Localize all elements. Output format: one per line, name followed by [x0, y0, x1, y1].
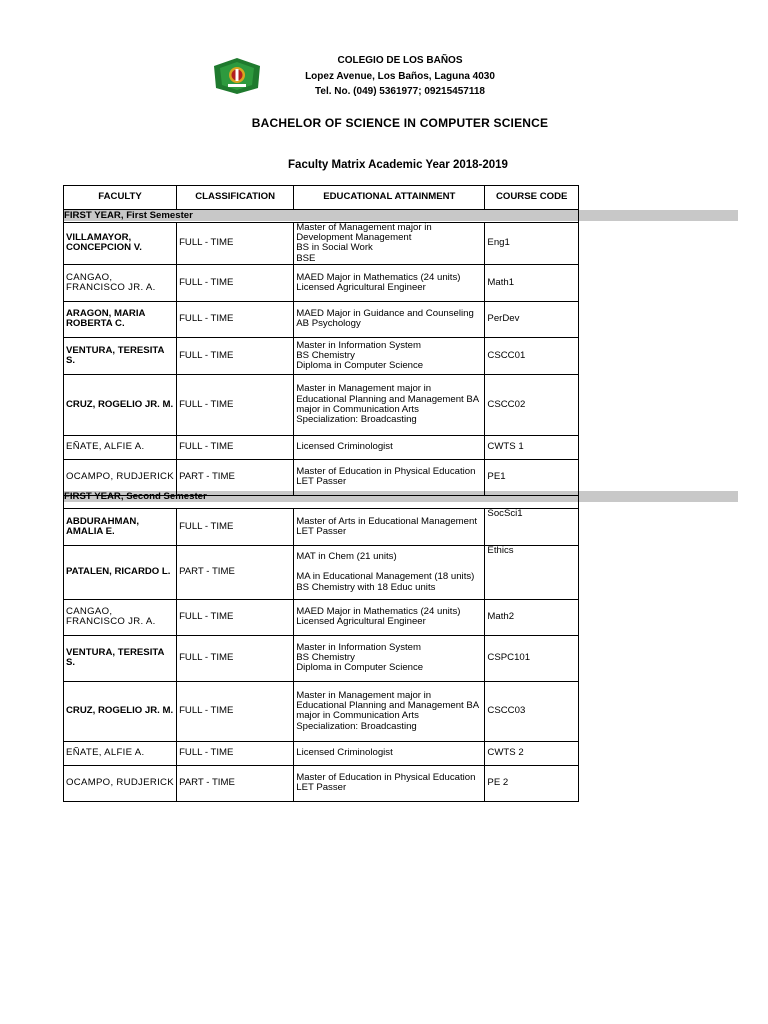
faculty-cell: EÑATE, ALFIE A.	[64, 741, 177, 765]
course-code-cell: Math1	[485, 264, 579, 301]
matrix-title: Faculty Matrix Academic Year 2018-2019	[288, 159, 508, 171]
table-row	[64, 741, 579, 765]
table-row	[64, 681, 579, 741]
classification-cell: FULL - TIME	[177, 337, 294, 374]
faculty-cell: VENTURA, TERESITA S.	[64, 635, 177, 681]
education-cell: MAT in Chem (21 units) MA in Educational Management (18 units) BS Chemistry with 18 Educ units	[294, 545, 485, 599]
semester-label: FIRST YEAR, Second Semester	[63, 491, 738, 502]
education-cell: Licensed Criminologist	[294, 741, 485, 765]
table-row	[64, 508, 579, 545]
faculty-cell: EÑATE, ALFIE A.	[64, 435, 177, 459]
classification-cell: PART - TIME	[177, 459, 294, 495]
education-cell: Master in Information System BS Chemistry Diploma in Computer Science	[294, 635, 485, 681]
column-header: CLASSIFICATION	[177, 186, 294, 210]
column-header: FACULTY	[64, 186, 177, 210]
faculty-cell: ARAGON, MARIA ROBERTA C.	[64, 301, 177, 337]
course-code-cell: PE1	[485, 459, 579, 495]
classification-cell: FULL - TIME	[177, 223, 294, 265]
faculty-matrix-table	[63, 185, 579, 802]
education-cell: Master in Management major in Educational Planning and Management BA major in Communication Arts Specialization: Broadcasting	[294, 374, 485, 435]
table-row	[64, 635, 579, 681]
course-code-cell: CSCC01	[485, 337, 579, 374]
classification-cell: FULL - TIME	[177, 264, 294, 301]
classification-cell: PART - TIME	[177, 545, 294, 599]
course-code-cell: Eng1	[485, 223, 579, 265]
education-cell: Master of Education in Physical Education LET Passer	[294, 765, 485, 801]
course-code-cell: CWTS 2	[485, 741, 579, 765]
course-code-cell: CWTS 1	[485, 435, 579, 459]
faculty-cell: CANGAO, FRANCISCO JR. A.	[64, 599, 177, 635]
education-cell: Master in Management major in Educational Planning and Management BA major in Communication Arts Specialization: Broadcasting	[294, 681, 485, 741]
education-cell: MAED Major in Mathematics (24 units) Licensed Agricultural Engineer	[294, 264, 485, 301]
faculty-cell: CANGAO, FRANCISCO JR. A.	[64, 264, 177, 301]
classification-cell: FULL - TIME	[177, 435, 294, 459]
school-name: COLEGIO DE LOS BAÑOS	[337, 55, 463, 66]
classification-cell: FULL - TIME	[177, 741, 294, 765]
classification-cell: FULL - TIME	[177, 374, 294, 435]
faculty-cell: VENTURA, TERESITA S.	[64, 337, 177, 374]
classification-cell: FULL - TIME	[177, 599, 294, 635]
table-row	[64, 223, 579, 265]
education-cell: Licensed Criminologist	[294, 435, 485, 459]
faculty-cell: OCAMPO, RUDJERICK	[64, 459, 177, 495]
course-code-cell: SocSci1	[485, 508, 579, 545]
table-row	[64, 374, 579, 435]
table-header-row	[64, 186, 579, 210]
course-code-cell: Ethics	[485, 545, 579, 599]
table-row	[64, 459, 579, 495]
course-code-cell: CSCC02	[485, 374, 579, 435]
classification-cell: FULL - TIME	[177, 681, 294, 741]
course-code-cell: PerDev	[485, 301, 579, 337]
education-cell: MAED Major in Guidance and Counseling AB Psychology	[294, 301, 485, 337]
table-row	[64, 435, 579, 459]
table-row	[64, 301, 579, 337]
column-header: EDUCATIONAL ATTAINMENT	[294, 186, 485, 210]
column-header: COURSE CODE	[485, 186, 579, 210]
classification-cell: PART - TIME	[177, 765, 294, 801]
faculty-cell: CRUZ, ROGELIO JR. M.	[64, 681, 177, 741]
school-address: Lopez Avenue, Los Baños, Laguna 4030	[305, 71, 495, 82]
faculty-cell: OCAMPO, RUDJERICK	[64, 765, 177, 801]
faculty-cell: ABDURAHMAN, AMALIA E.	[64, 508, 177, 545]
education-cell: Master of Arts in Educational Management LET Passer	[294, 508, 485, 545]
semester-spacer-row	[64, 210, 579, 223]
faculty-cell: PATALEN, RICARDO L.	[64, 545, 177, 599]
course-code-cell: PE 2	[485, 765, 579, 801]
education-cell: Master in Information System BS Chemistry Diploma in Computer Science	[294, 337, 485, 374]
school-phone: Tel. No. (049) 5361977; 09215457118	[315, 86, 485, 97]
semester-label: FIRST YEAR, First Semester	[63, 210, 738, 221]
education-cell: Master of Education in Physical Education LET Passer	[294, 459, 485, 495]
table-row	[64, 264, 579, 301]
table-row	[64, 337, 579, 374]
course-code-cell: Math2	[485, 599, 579, 635]
education-cell: Master of Management major in Development Management BS in Social Work BSE	[294, 223, 485, 265]
faculty-cell: CRUZ, ROGELIO JR. M.	[64, 374, 177, 435]
course-code-cell: CSCC03	[485, 681, 579, 741]
table-row	[64, 765, 579, 801]
classification-cell: FULL - TIME	[177, 635, 294, 681]
table-row	[64, 599, 579, 635]
classification-cell: FULL - TIME	[177, 301, 294, 337]
semester-spacer-row	[64, 495, 579, 508]
table-row	[64, 545, 579, 599]
education-cell: MAED Major in Mathematics (24 units) Licensed Agricultural Engineer	[294, 599, 485, 635]
classification-cell: FULL - TIME	[177, 508, 294, 545]
course-code-cell: CSPC101	[485, 635, 579, 681]
faculty-cell: VILLAMAYOR, CONCEPCION V.	[64, 223, 177, 265]
program-title: BACHELOR OF SCIENCE IN COMPUTER SCIENCE	[251, 116, 549, 130]
